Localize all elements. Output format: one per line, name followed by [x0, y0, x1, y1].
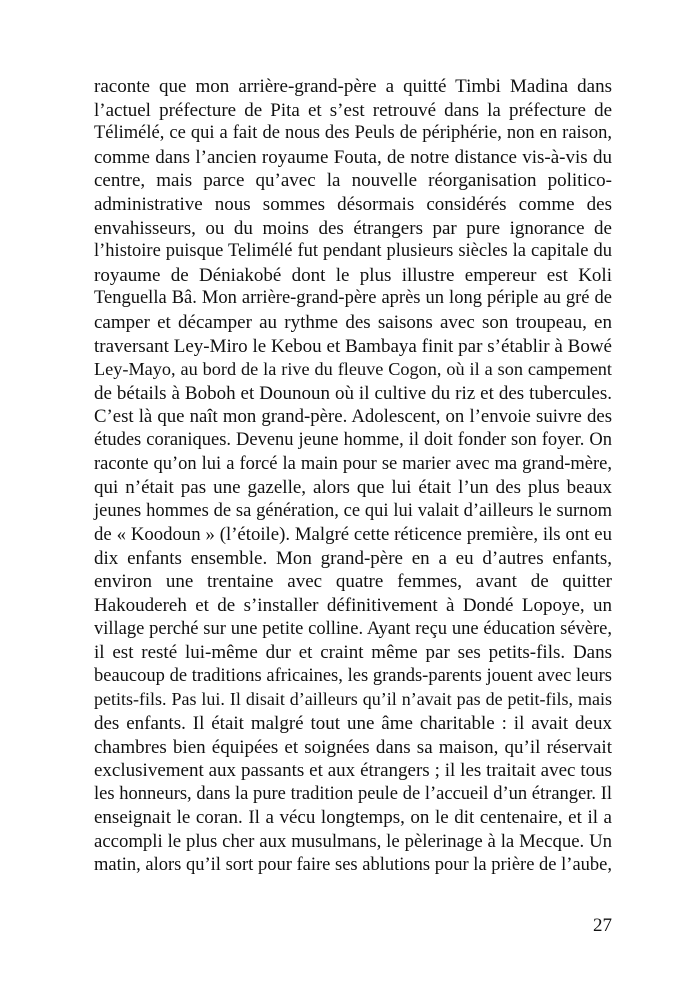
text-line: qui n’était pas une gazelle, alors que lui était l’un des plus beaux — [94, 477, 612, 499]
text-line: il est resté lui-même dur et craint même par ses petits-fils. Dans — [94, 642, 612, 664]
text-line: beaucoup de traditions africaines, les grands-parents jouent avec leurs — [94, 665, 612, 686]
text-line: dix enfants ensemble. Mon grand-père en a eu d’autres enfants, — [94, 547, 612, 569]
text-line: petits-fils. Pas lui. Il disait d’ailleurs qu’il n’avait pas de petit-fils, mais — [94, 689, 612, 710]
text-line: envahisseurs, ou du moins des étrangers par pure ignorance de — [94, 217, 612, 239]
text-line: Ley-Mayo, au bord de la rive du fleuve Cogon, où il a son campement — [94, 359, 612, 380]
text-line: l’histoire puisque Telimélé fut pendant plusieurs siècles la capitale du — [94, 241, 612, 262]
text-line: royaume de Déniakobé dont le plus illustre empereur est Koli — [94, 264, 612, 286]
text-line: enseignait le coran. Il a vécu longtemps, on le dit centenaire, et il a — [94, 807, 612, 829]
text-line: les honneurs, dans la pure tradition peule de l’accueil d’un étranger. Il — [94, 783, 612, 804]
text-line: chambres bien équipées et soignées dans sa maison, qu’il réservait — [94, 736, 612, 758]
page-number: 27 — [593, 915, 612, 936]
text-line: camper et décamper au rythme des saisons avec son troupeau, en — [94, 311, 612, 333]
text-line: matin, alors qu’il sort pour faire ses ablutions pour la prière de l’aube, — [94, 854, 612, 875]
text-line: études coraniques. Devenu jeune homme, il doit fonder son foyer. On — [94, 429, 612, 450]
text-line: de « Koodoun » (l’étoile). Malgré cette réticence première, ils ont eu — [94, 524, 612, 546]
text-line: centre, mais parce qu’avec la nouvelle réorganisation politico- — [94, 170, 612, 192]
text-line: traversant Ley-Miro le Kebou et Bambaya finit par s’établir à Bowé — [94, 335, 612, 357]
text-line: jeunes hommes de sa génération, ce qui lui valait d’ailleurs le surnom — [94, 500, 612, 521]
text-line: administrative nous sommes désormais considérés comme des — [94, 193, 612, 215]
text-line: de bétails à Boboh et Dounoun où il cultive du riz et des tubercules. — [94, 382, 612, 404]
text-line: environ une trentaine avec quatre femmes, avant de quitter — [94, 571, 612, 593]
text-line: raconte qu’on lui a forcé la main pour se marier avec ma grand-mère, — [94, 453, 612, 474]
text-line: Tenguella Bâ. Mon arrière-grand-père après un long périple au gré de — [94, 288, 612, 309]
text-line: exclusivement aux passants et aux étrangers ; il les traitait avec tous — [94, 760, 612, 782]
text-line: comme dans l’ancien royaume Fouta, de notre distance vis-à-vis du — [94, 146, 612, 168]
text-line: Hakoudereh et de s’installer définitivement à Dondé Lopoye, un — [94, 595, 612, 617]
text-line: Télimélé, ce qui a fait de nous des Peuls de périphérie, non en raison, — [94, 123, 612, 144]
text-line: des enfants. Il était malgré tout une âme charitable : il avait deux — [94, 713, 612, 735]
text-line: accompli le plus cher aux musulmans, le pèlerinage à la Mecque. Un — [94, 831, 612, 852]
text-line: l’actuel préfecture de Pita et s’est retrouvé dans la préfecture de — [94, 99, 612, 121]
text-line: village perché sur une petite colline. Ayant reçu une éducation sévère, — [94, 618, 612, 639]
text-line: C’est là que naît mon grand-père. Adolescent, on l’envoie suivre des — [94, 406, 612, 428]
body-text — [94, 75, 612, 877]
text-line: raconte que mon arrière-grand-père a quitté Timbi Madina dans — [94, 76, 612, 97]
